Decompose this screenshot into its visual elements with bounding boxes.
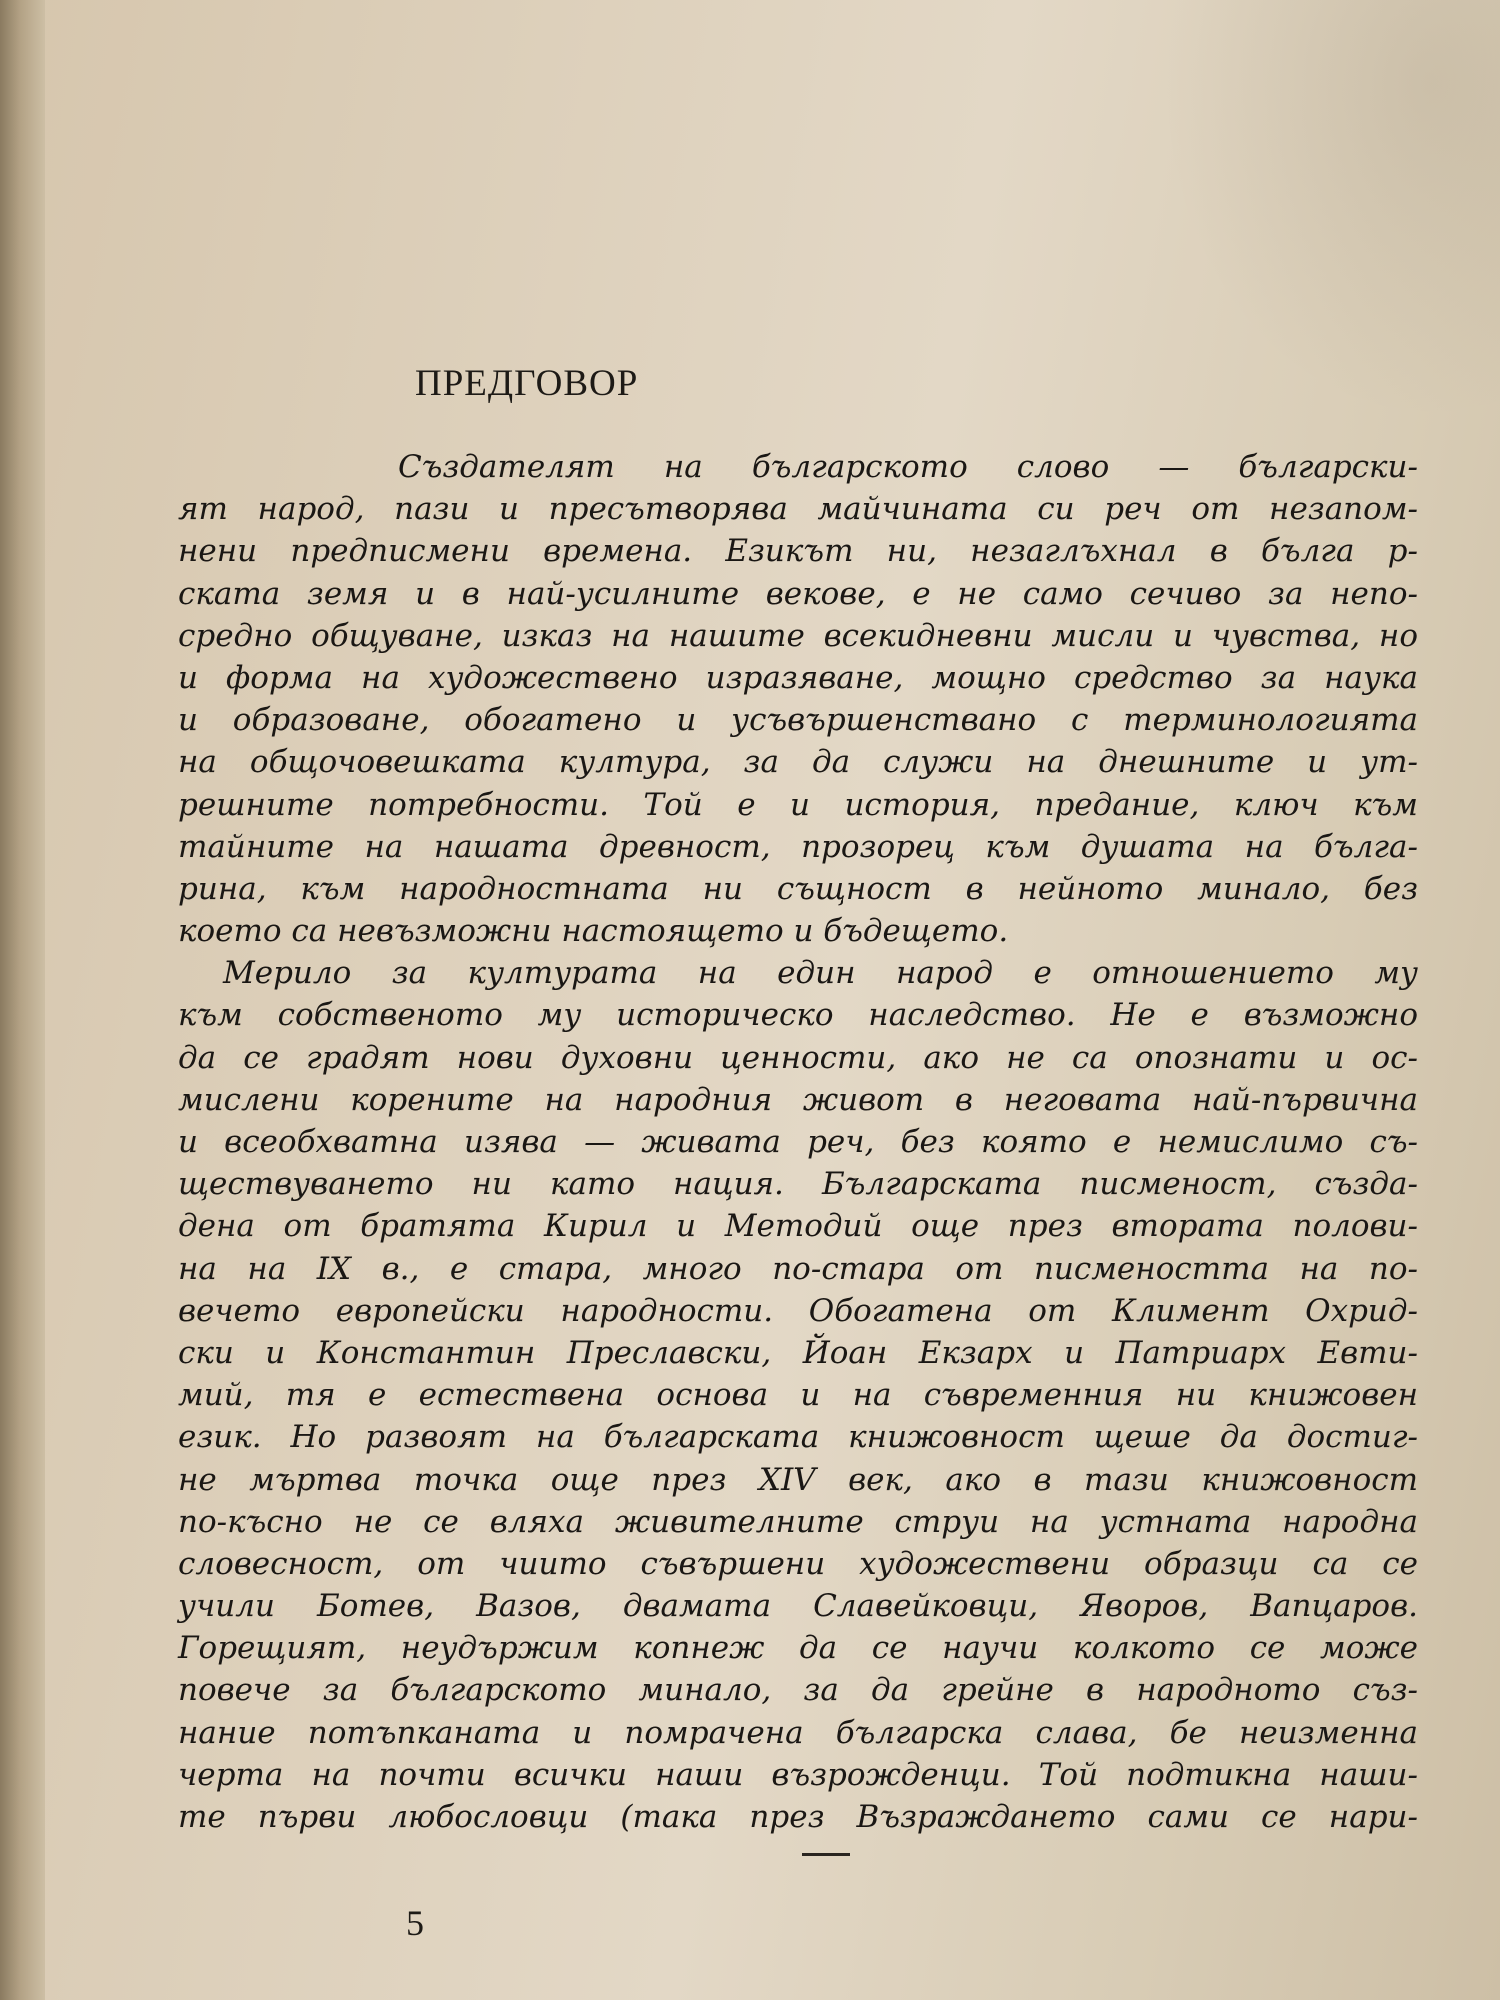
text-line: нени предписмени времена. Езикът ни, незаглъхнал в бълга р- (178, 533, 1418, 570)
text-line: Мерило за културата на един народ е отношението му (223, 955, 1418, 992)
text-line: решните потребности. Той е и история, предание, ключ към (178, 786, 1418, 823)
text-line: ската земя и в най-усилните векове, е не само сечиво за непо- (178, 575, 1418, 612)
page-number: 5 (406, 1903, 424, 1943)
page-title: ПРЕДГОВОР (415, 363, 639, 404)
text-line: средно общуване, изказ на нашите всекидневни мисли и чувства, но (178, 617, 1418, 654)
text-line: и образоване, обогатено и усъвършенствано с терминологията (178, 702, 1418, 739)
paragraph (178, 952, 1418, 1838)
show-through-shadow (1160, 0, 1500, 420)
text-line: вечето европейски народности. Обогатена от Климент Охрид- (178, 1292, 1418, 1329)
book-gutter (0, 0, 45, 2000)
text-line: и форма на художествено изразяване, мощно средство за наука (178, 659, 1418, 696)
text-line: нание потъпканата и помрачена българска слава, бе неизменна (178, 1714, 1418, 1751)
text-line: словесност, от чиито съвършени художествени образци са се (178, 1545, 1418, 1582)
text-line: към собственото му историческо наследство. Не е възможно (178, 997, 1418, 1034)
text-line: да се градят нови духовни ценности, ако не са опознати и ос- (178, 1039, 1418, 1076)
text-line: те първи любословци (така през Възраждането сами се нари- (178, 1799, 1418, 1835)
text-line: не мъртва точка още през XIV век, ако в тази книжовност (178, 1461, 1418, 1498)
text-line: на общочовешката култура, за да служи на днешните и ут- (178, 744, 1418, 781)
text-line: мий, тя е естествена основа и на съвременния ни книжовен (178, 1377, 1418, 1414)
text-line: Горещият, неудържим копнеж да се научи колкото се може (178, 1630, 1418, 1667)
ink-mark (802, 1853, 850, 1856)
text-line: дена от братята Кирил и Методий още през втората полови- (178, 1208, 1418, 1245)
text-line: ят народ, пази и пресътворява майчината си реч от незапом- (178, 491, 1418, 528)
text-line: рина, към народностната ни същност в нейното минало, без (178, 870, 1418, 907)
text-line: повече за българското минало, за да грейне в народното съз- (178, 1672, 1418, 1709)
text-line: черта на почти всички наши възрожденци. Той подтикна наши- (178, 1756, 1418, 1793)
body-text (178, 446, 1418, 1838)
text-line: и всеобхватна изява — живата реч, без която е немислимо съ- (178, 1124, 1418, 1160)
text-line: което са невъзможни настоящето и бъдещето. (178, 913, 1009, 950)
paragraph (178, 446, 1418, 952)
text-line: ществуването ни като нация. Българската писменост, създа- (178, 1166, 1418, 1203)
text-line: учили Ботев, Вазов, двамата Славейковци, Яворов, Вапцаров. (178, 1588, 1418, 1625)
text-line: ски и Константин Преславски, Йоан Екзарх и Патриарх Евти- (178, 1334, 1418, 1371)
text-line: Създателят на българското слово — български- (398, 449, 1418, 485)
text-line: на на IX в., е стара, много по-стара от писмеността на по- (178, 1250, 1418, 1287)
text-line: по-късно не се вляха живителните струи на устната народна (178, 1503, 1418, 1540)
text-line: тайните на нашата древност, прозорец към душата на бълга- (178, 828, 1418, 865)
text-line: език. Но развоят на българската книжовност щеше да достиг- (178, 1419, 1418, 1456)
text-line: мислени корените на народния живот в неговата най-първична (178, 1081, 1418, 1118)
